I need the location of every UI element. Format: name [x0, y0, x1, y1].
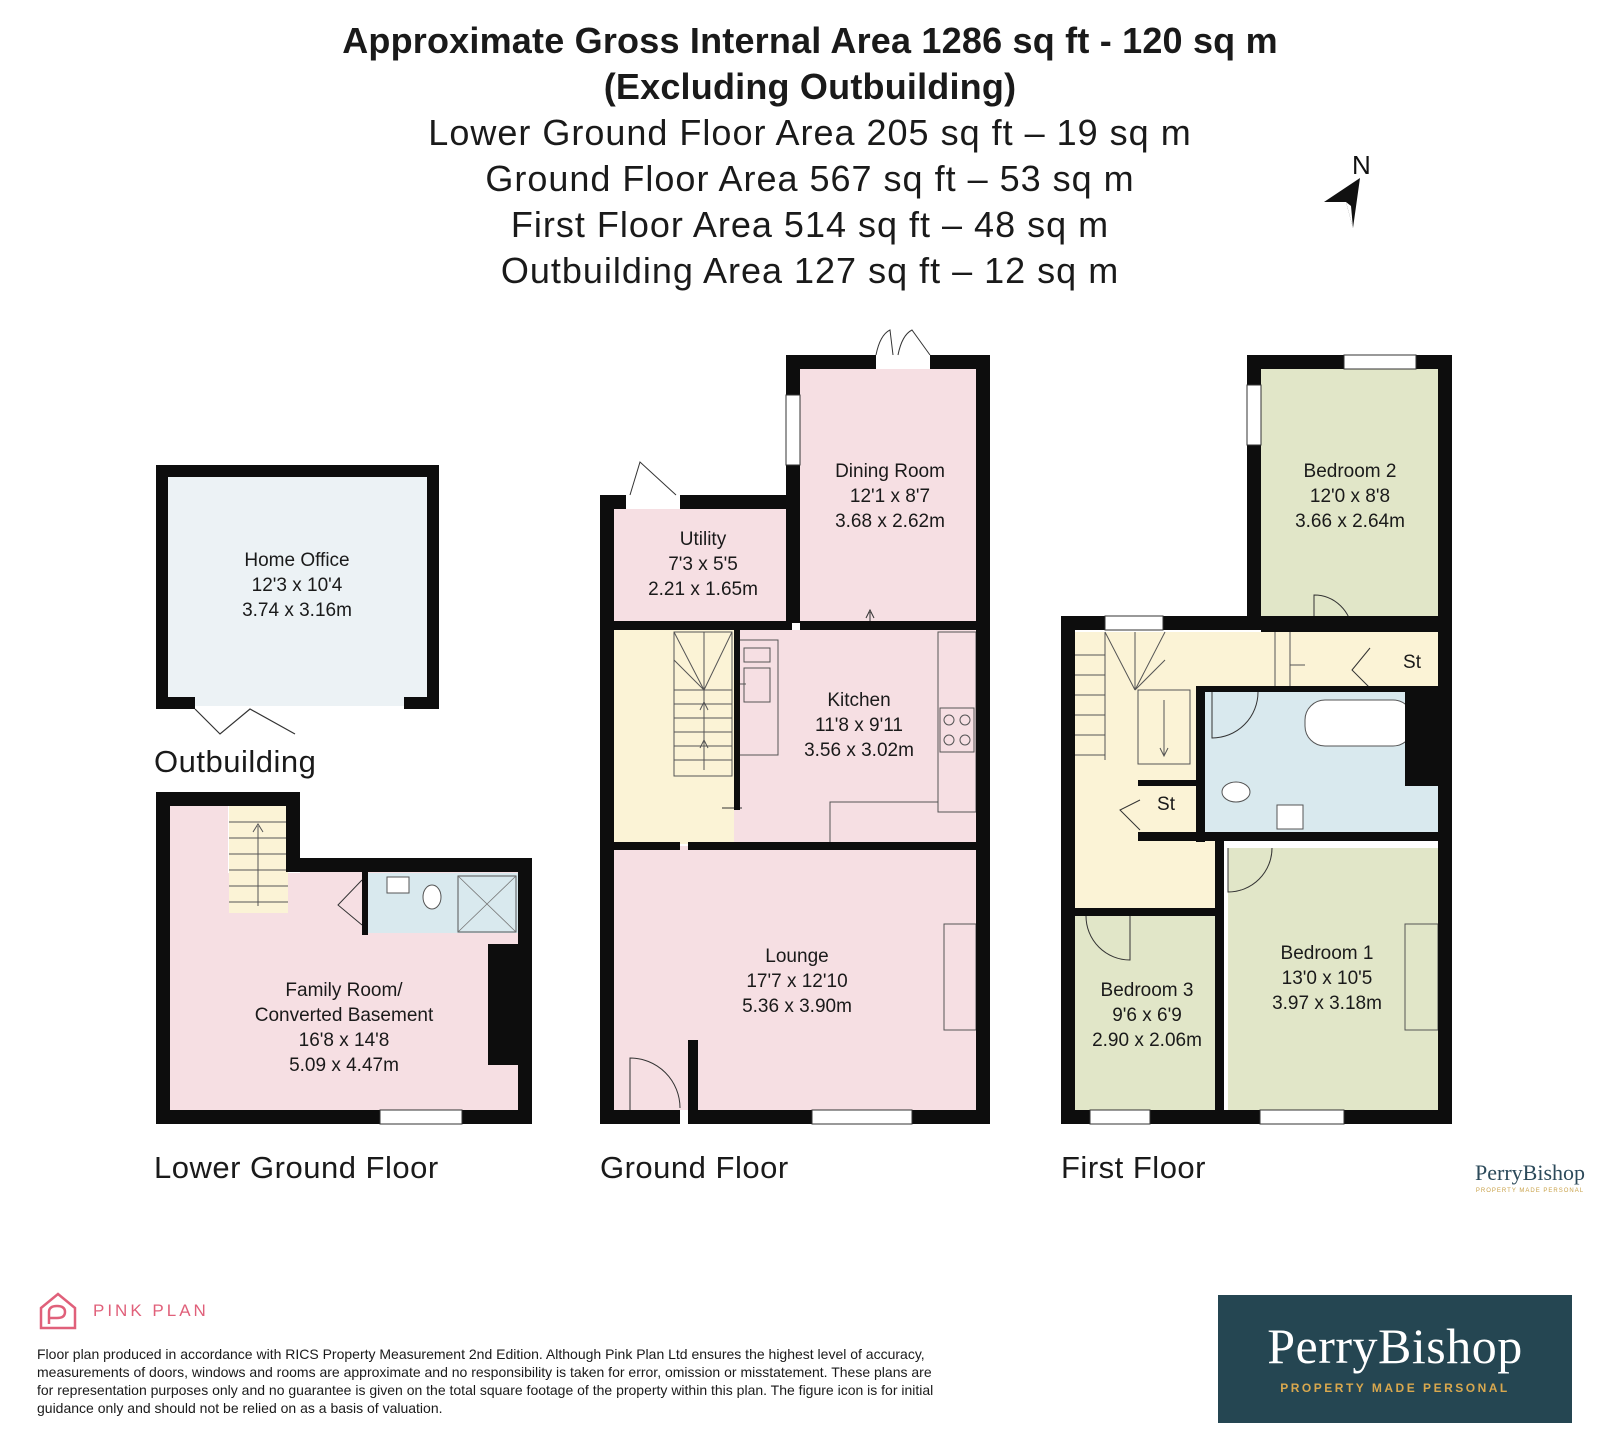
pink-plan-logo: [37, 1290, 209, 1332]
bedroom-1-name: Bedroom 1: [1280, 943, 1374, 964]
lounge-metric: 5.36 x 3.90m: [742, 996, 852, 1017]
dining-room-metric: 3.68 x 2.62m: [835, 511, 945, 532]
window-icon: [1344, 355, 1416, 369]
lower-ground-floor-label: Lower Ground Floor: [154, 1150, 439, 1185]
bedroom-2-imperial: 12'0 x 8'8: [1309, 486, 1391, 507]
stairs-icon: [674, 632, 732, 776]
family-room-imperial: 16'8 x 14'8: [298, 1030, 390, 1051]
utility-imperial: 7'3 x 5'5: [668, 554, 738, 575]
outbuilding-area: Outbuilding Area 127 sq ft – 12 sq m: [500, 250, 1120, 291]
pink-plan-name: PINK PLAN: [93, 1301, 209, 1320]
dining-room-imperial: 12'1 x 8'7: [849, 486, 931, 507]
family-room-metric: 5.09 x 4.47m: [289, 1055, 399, 1076]
kitchen-imperial: 11'8 x 9'11: [815, 715, 903, 736]
bedroom-1-metric: 3.97 x 3.18m: [1272, 993, 1382, 1014]
perrybishop-logo: [1218, 1295, 1572, 1423]
store-label: St: [1403, 652, 1421, 673]
window-icon: [812, 1110, 912, 1124]
bedroom-3-name: Bedroom 3: [1100, 980, 1194, 1001]
lounge-imperial: 17'7 x 12'10: [746, 971, 848, 992]
window-icon: [1105, 616, 1163, 630]
window-icon: [380, 1110, 462, 1124]
window-icon: [1247, 385, 1261, 445]
perrybishop-small-logo: [1465, 1160, 1595, 1194]
lower-ground-area: Lower Ground Floor Area 205 sq ft – 19 sq m: [428, 112, 1192, 153]
utility-metric: 2.21 x 1.65m: [648, 579, 758, 600]
basin-icon: [1277, 805, 1303, 829]
kitchen-metric: 3.56 x 3.02m: [804, 740, 914, 761]
gross-area-title: Approximate Gross Internal Area 1286 sq ft - 120 sq m: [342, 20, 1278, 61]
bath-icon: [1305, 700, 1413, 746]
bifold-door-icon: [195, 709, 295, 734]
bedroom-3-metric: 2.90 x 2.06m: [1092, 1030, 1202, 1051]
perrybishop-tagline: PROPERTY MADE PERSONAL: [1280, 1381, 1510, 1395]
home-office-imperial: 12'3 x 10'4: [251, 575, 343, 596]
disclaimer: Floor plan produced in accordance with RICS Property Measurement 2nd Edition. Although Pink Plan Ltd ensures the highest level of accuracy, measurements of doors, windows and rooms are approximate and no responsibility is taken for error, omission or misstatement. These plans are for representation purposes only and no guarantee is given on the total square footage of the property within this plan. The figure icon is for initial guidance only and should not be relied on as a basis of valuation.: [37, 1346, 934, 1416]
kitchen-name: Kitchen: [827, 690, 891, 711]
home-office-name: Home Office: [244, 550, 350, 571]
toilet-icon: [1222, 782, 1250, 802]
first-floor-label: First Floor: [1061, 1150, 1206, 1185]
bedroom-2-metric: 3.66 x 2.64m: [1295, 511, 1405, 532]
ground-floor-label: Ground Floor: [600, 1150, 789, 1185]
outbuilding-label: Outbuilding: [154, 744, 317, 779]
perrybishop-name: PerryBishop: [1267, 1318, 1523, 1374]
ground-floor-area: Ground Floor Area 567 sq ft – 53 sq m: [485, 158, 1135, 199]
family-room-name: Family Room/: [285, 980, 403, 1001]
home-office-metric: 3.74 x 3.16m: [242, 600, 352, 621]
perrybishop-small-name: PerryBishop: [1475, 1160, 1585, 1185]
basin-icon: [387, 877, 409, 893]
first-floor-area: First Floor Area 514 sq ft – 48 sq m: [510, 204, 1110, 245]
house-logo-icon: [37, 1290, 79, 1332]
bedroom-3-imperial: 9'6 x 6'9: [1112, 1005, 1182, 1026]
perrybishop-small-tagline: PROPERTY MADE PERSONAL: [1475, 1188, 1585, 1194]
compass-label: N: [1352, 150, 1371, 180]
window-icon: [1090, 1110, 1150, 1124]
window-icon: [786, 395, 800, 465]
toilet-icon: [423, 885, 441, 909]
utility-name: Utility: [679, 529, 727, 550]
store-label-2: St: [1157, 794, 1175, 815]
window-icon: [1260, 1110, 1344, 1124]
dining-room-name: Dining Room: [835, 461, 945, 482]
family-room-name-2: Converted Basement: [254, 1005, 434, 1026]
gross-area-note: (Excluding Outbuilding): [603, 66, 1017, 107]
lounge-name: Lounge: [765, 946, 829, 967]
door-swing-icon: [630, 462, 676, 495]
bedroom-1-imperial: 13'0 x 10'5: [1281, 968, 1373, 989]
bedroom-2-name: Bedroom 2: [1303, 461, 1397, 482]
french-doors-icon: [876, 330, 930, 355]
